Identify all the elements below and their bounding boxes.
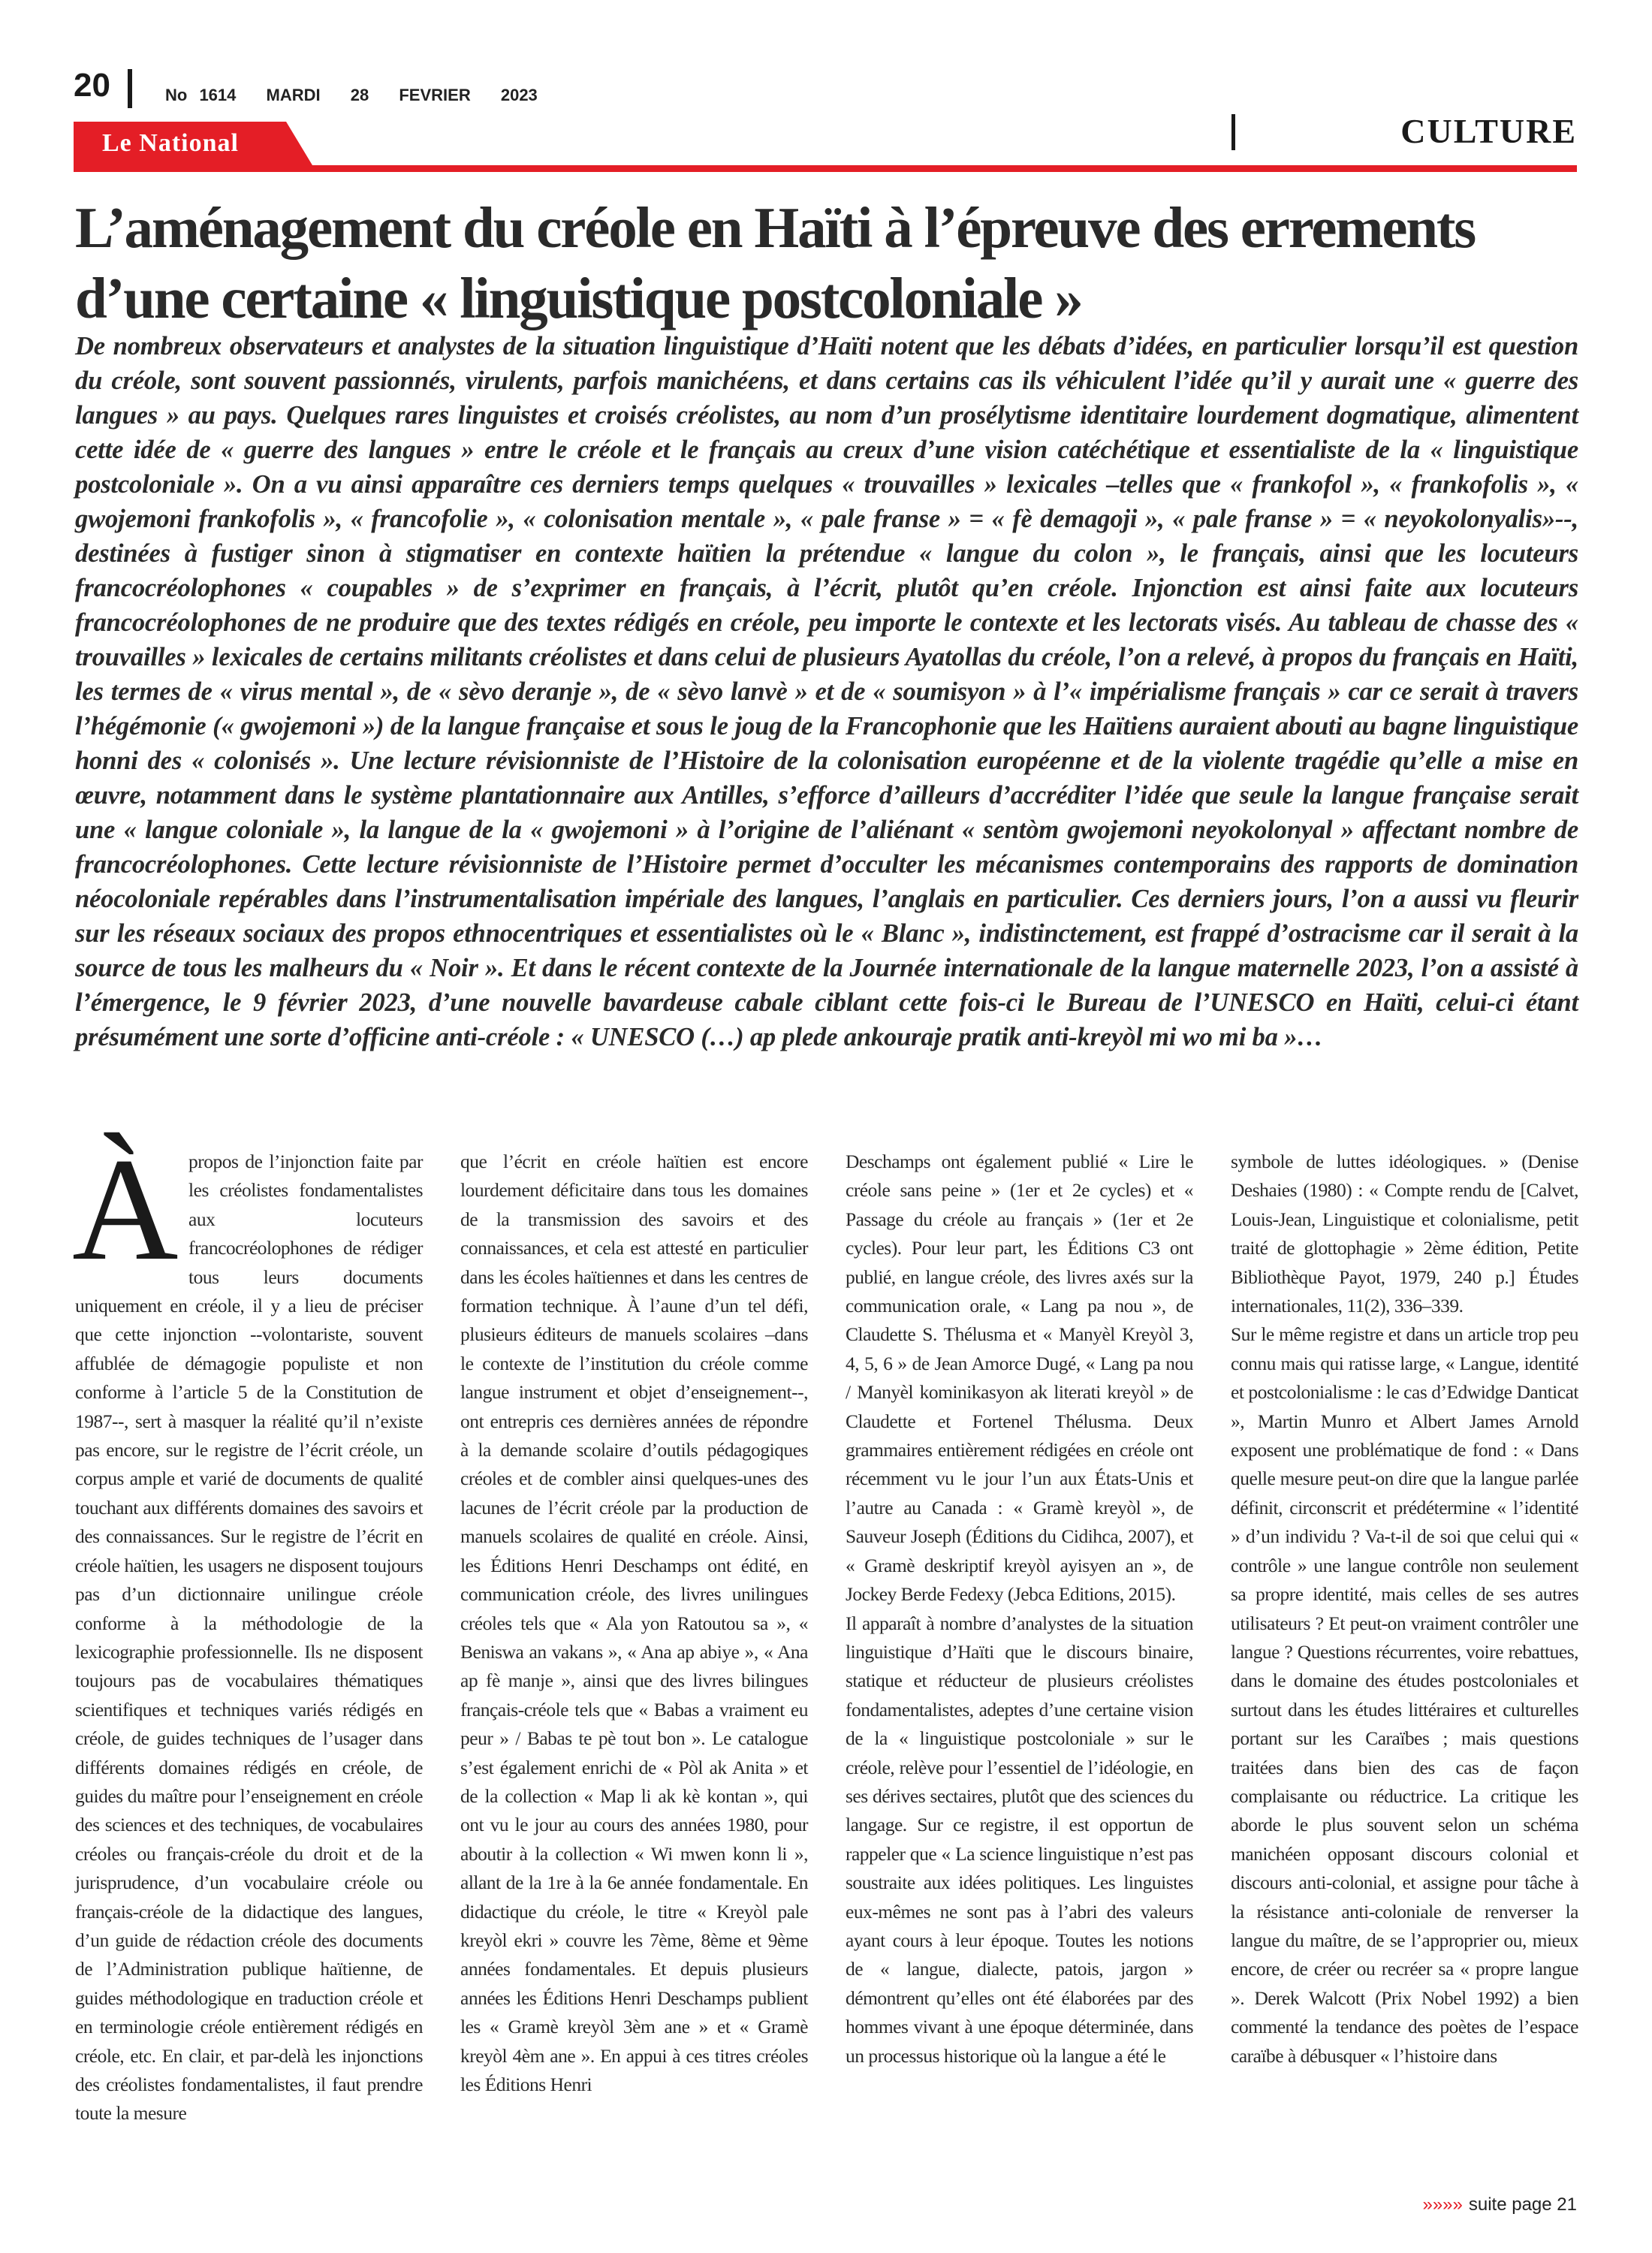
continued-link[interactable]: [1422, 2194, 1577, 2215]
section-divider: [1231, 114, 1235, 150]
section-label: CULTURE: [1400, 112, 1577, 150]
issue-line: [165, 86, 556, 105]
issue-month: FEVRIER: [399, 86, 471, 104]
body-column-3: [846, 1148, 1193, 2128]
issue-date: 28: [350, 86, 369, 104]
article-body: [72, 1128, 1580, 2128]
body-column-2: [460, 1148, 808, 2128]
issue-day: MARDI: [266, 86, 321, 104]
issue-number: No 1614: [165, 86, 237, 104]
body-column-1: [72, 1128, 423, 2128]
body-paragraph: que l’écrit en créole haïtien est encore lourdement déficitaire dans tous les domaines de la transmission des savoirs et des connaissances, et cela est attesté en particulier dans les écoles haïtiennes et dans les centres de formation technique. À l’aune d’un tel défi, plusieurs éditeurs de manuels scolaires –dans le contexte de l’institution du créole comme langue instrument et objet d’enseignement--, ont entrepris ces dernières années de répondre à la demande scolaire d’outils pédagogiques créoles et de combler ainsi quelques-unes des lacunes de l’écrit créole par la production de manuels scolaires de qualité en créole. Ainsi, les Éditions Henri Deschamps ont édité, en communication créole, des livres unilingues créoles tels que « Ala yon Ratoutou sa », « Beniswa an vakans », « Ana ap abiye », « Ana ap fè manje », ainsi que des livres bilingues français-créole tels que « Babas a vraiment eu peur » / Babas te pè tout bon ». Le catalogue s’est également enrichi de « Pòl ak Anita » et de la collection « Map li ak kè kontan », qui ont vu le jour au cours des années 1980, pour aboutir à la collection « Wi mwen konn li », allant de la 1re à la 6e année fondamentale. En didactique du créole, le titre « Kreyòl pale kreyòl ekri » couvre les 7ème, 8ème et 9ème années fondamentales. Et depuis plusieurs années les Éditions Henri Deschamps publient les « Gramè kreyòl 3èm ane » et « Gramè kreyòl 4èm ane ». En appui à ces titres créoles les Éditions Henri: [460, 1151, 808, 2095]
continued-text: suite page 21: [1468, 2194, 1577, 2215]
body-column-4: [1231, 1148, 1578, 2128]
brand-name: Le National: [102, 129, 239, 157]
continued-arrows: »»»»: [1422, 2194, 1463, 2215]
drop-cap: À: [72, 1128, 179, 1291]
article-lead: De nombreux observateurs et analystes de la situation linguistique d’Haïti notent que les débats d’idées, en particulier lorsqu’il est question du créole, sont souvent passionnés, virulents, parfois manichéens, et dans certains cas ils véhiculent l’idée qu’il y aurait une « guerre des langues » au pays. Quelques rares linguistes et croisés créolistes, au nom d’un prosélytisme identitaire lourdement dogmatique, alimentent cette idée de « guerre des langues » entre le créole et le français au creux d’une vision catéchétique et essentialiste de la « linguistique postcoloniale ». On a vu ainsi apparaître ces derniers temps quelques « trouvailles » lexicales –telles que « frankofol », « frankofolis », « gwojemoni frankofolis », « francofolie », « colonisation mentale », « pale franse » = « fè demagoji », « pale franse » = « neyokolonyalis»--, destinées à fustiger sinon à stigmatiser en contexte haïtien la prétendue « langue du colon », le français, ainsi que les locuteurs francocréolophones « coupables » de s’exprimer en français, à l’écrit, plutôt qu’en créole. Injonction est ainsi faite aux locuteurs francocréolophones de ne produire que des textes rédigés en créole, peu importe le contexte et les lectorats visés. Au tableau de chasse des « trouvailles » lexicales de certains militants créolistes et dans celui de plusieurs Ayatollas du créole, l’on a relevé, à propos du français en Haïti, les termes de « virus mental », de « sèvo deranje », de « sèvo lanvè » et de « soumisyon » à l’« impérialisme français » car ce serait à travers l’hégémonie (« gwojemoni ») de la langue française et sous le joug de la Francophonie que les Haïtiens auraient abouti au bagne linguistique honni des « colonisés ». Une lecture révisionniste de l’Histoire de la colonisation européenne et de la violente tragédie qu’elle a mise en œuvre, notamment dans le système plantationnaire aux Antilles, s’efforce d’ailleurs d’accréditer l’idée que seule la langue française serait une « langue coloniale », la langue de la « gwojemoni » à l’origine de l’aliénant « sentòm gwojemoni neyokolonyal » affectant nombre de francocréolophones. Cette lecture révisionniste de l’Histoire permet d’occulter les mécanismes contemporains des rapports de domination néocoloniale repérables dans l’instrumentalisation impériale des langues, l’anglais en particulier. Ces derniers jours, l’on a aussi vu fleurir sur les réseaux sociaux des propos ethnocentriques et essentialistes où le « Blanc », indistinctement, est frappé d’ostracisme car il serait à la source de tous les malheurs du « Noir ». Et dans le récent contexte de la Journée internationale de la langue maternelle 2023, l’on a assisté à l’émergence, le 9 février 2023, d’une nouvelle bavardeuse cabale ciblant cette fois-ci le Bureau de l’UNESCO en Haïti, celui-ci étant présumément une sorte d’officine anti-créole : « UNESCO (…) ap plede ankouraje pratik anti-kreyòl mi wo mi ba »…: [75, 332, 1578, 1051]
header-rule: [74, 165, 1577, 172]
issue-year: 2023: [500, 86, 538, 104]
body-paragraph: [72, 1128, 423, 2128]
body-text: propos de l’injonction faite par les créolistes fondamentalistes aux locuteurs francocréolophones de rédiger tous leurs documents uniquement en créole, il y a lieu de préciser que cette injonction --volontariste, souvent affublée de démagogie populiste et non conforme à l’article 5 de la Constitution de 1987--, sert à masquer la réalité qu’il n’existe pas encore, sur le registre de l’écrit créole, un corpus ample et varié de documents de qualité touchant aux différents domaines des savoirs et des connaissances. Sur le registre de l’écrit en créole haïtien, les usagers ne disposent toujours pas d’un dictionnaire unilingue créole conforme à la méthodologie de la lexicographie professionnelle. Ils ne disposent toujours pas de vocabulaires thématiques scientifiques et techniques variés rédigés en créole, de guides techniques de l’usager dans différents domaines rédigés en créole, de guides du maître pour l’enseignement en créole des sciences et des techniques, de vocabulaires créoles ou français-créole du droit et de la jurisprudence, d’un vocabulaire créole ou français-créole de la didactique des langues, d’un guide de rédaction créole des documents de l’Administration publique haïtienne, de guides méthodologique en traduction créole et en terminologie créole entièrement rédigés en créole, etc. En clair, et par-delà les injonctions des créolistes fondamentalistes, il faut prendre toute la mesure: [75, 1151, 423, 2125]
body-paragraph: Deschamps ont également publié « Lire le créole sans peine » (1er et 2e cycles) et « Passage du créole au français » (1er et 2e cycles). Pour leur part, les Éditions C3 ont publié, en langue créole, des livres axés sur la communication orale, « Lang pa nou », de Claudette S. Thélusma et « Manyèl Kreyòl 3, 4, 5, 6 » de Jean Amorce Dugé, « Lang pa nou / Manyèl kominikasyon ak literati kreyòl » de Claudette et Fortenel Thélusma. Deux grammaires entièrement rédigées en créole ont récemment vu le jour l’un aux États-Unis et l’autre au Canada : « Gramè kreyòl », de Sauveur Joseph (Éditions du Cidihca, 2007), et « Gramè deskriptif kreyòl ayisyen an », de Jockey Berde Fedexy (Jebca Editions, 2015).: [846, 1151, 1193, 1606]
body-paragraph: Il apparaît à nombre d’analystes de la situation linguistique d’Haïti que le discours binaire, statique et réducteur de plusieurs créolistes fondamentalistes, adeptes d’une certaine vision de la « linguistique postcoloniale » sur le créole, relève pour l’essentiel de l’idéologie, en ses dérives sectaires, plutôt que des sciences du langage. Sur ce registre, il est opportun de rappeler que « La science linguistique n’est pas soustraite aux idées politiques. Les linguistes eux-mêmes ne sont pas à l’abri des valeurs ayant cours à leur époque. Toutes les notions de « langue, dialecte, patois, jargon » démontrent qu’elles ont été élaborées par des hommes vivant à une époque déterminée, dans un processus historique où la langue a été le: [846, 1612, 1193, 2067]
page-number: 20: [74, 67, 110, 104]
body-paragraph: Sur le même registre et dans un article trop peu connu mais qui ratisse large, « Langue, identité et postcolonialisme : le cas d’Edwidge Danticat », Martin Munro et Albert James Arnold exposent une problématique de fond : « Dans quelle mesure peut-on dire que la langue parlée définit, circonscrit et prédétermine « l’identité » d’un individu ? Va-t-il de soi que celui qui « contrôle » une langue contrôle non seulement sa propre identité, mais celles de ses autres utilisateurs ? Et peut-on vraiment contrôler une langue ? Questions récurrentes, voire rebattues, dans le domaine des études postcoloniales et surtout dans les études littéraires et culturelles portant sur les Caraïbes ; mais questions traitées dans bien des cas de façon complaisante ou réductrice. La critique les aborde le plus souvent selon un schéma manichéen opposant discours colonial et discours anti-colonial, et assigne pour tâche à la résistance anti-coloniale de renverser la langue du maître, de se l’approprier ou, mieux encore, de créer ou recréer sa « propre langue ». Derek Walcott (Prix Nobel 1992) a bien commenté la tendance des poètes de l’espace caraïbe à débusquer « l’histoire dans: [1231, 1323, 1578, 2067]
article-headline: L’aménagement du créole en Haïti à l’épreuve des errements d’une certaine « linguistique postcoloniale »: [75, 195, 1476, 330]
page-number-divider: [128, 69, 132, 108]
body-paragraph: symbole de luttes idéologiques. » (Denise Deshaies (1980) : « Compte rendu de [Calvet, Louis-Jean, Linguistique et colonialisme, petit traité de glottophagie » 2ème édition, Petite Bibliothèque Payot, 1979, 240 p.] Études internationales, 11(2), 336–339.: [1231, 1151, 1578, 1317]
